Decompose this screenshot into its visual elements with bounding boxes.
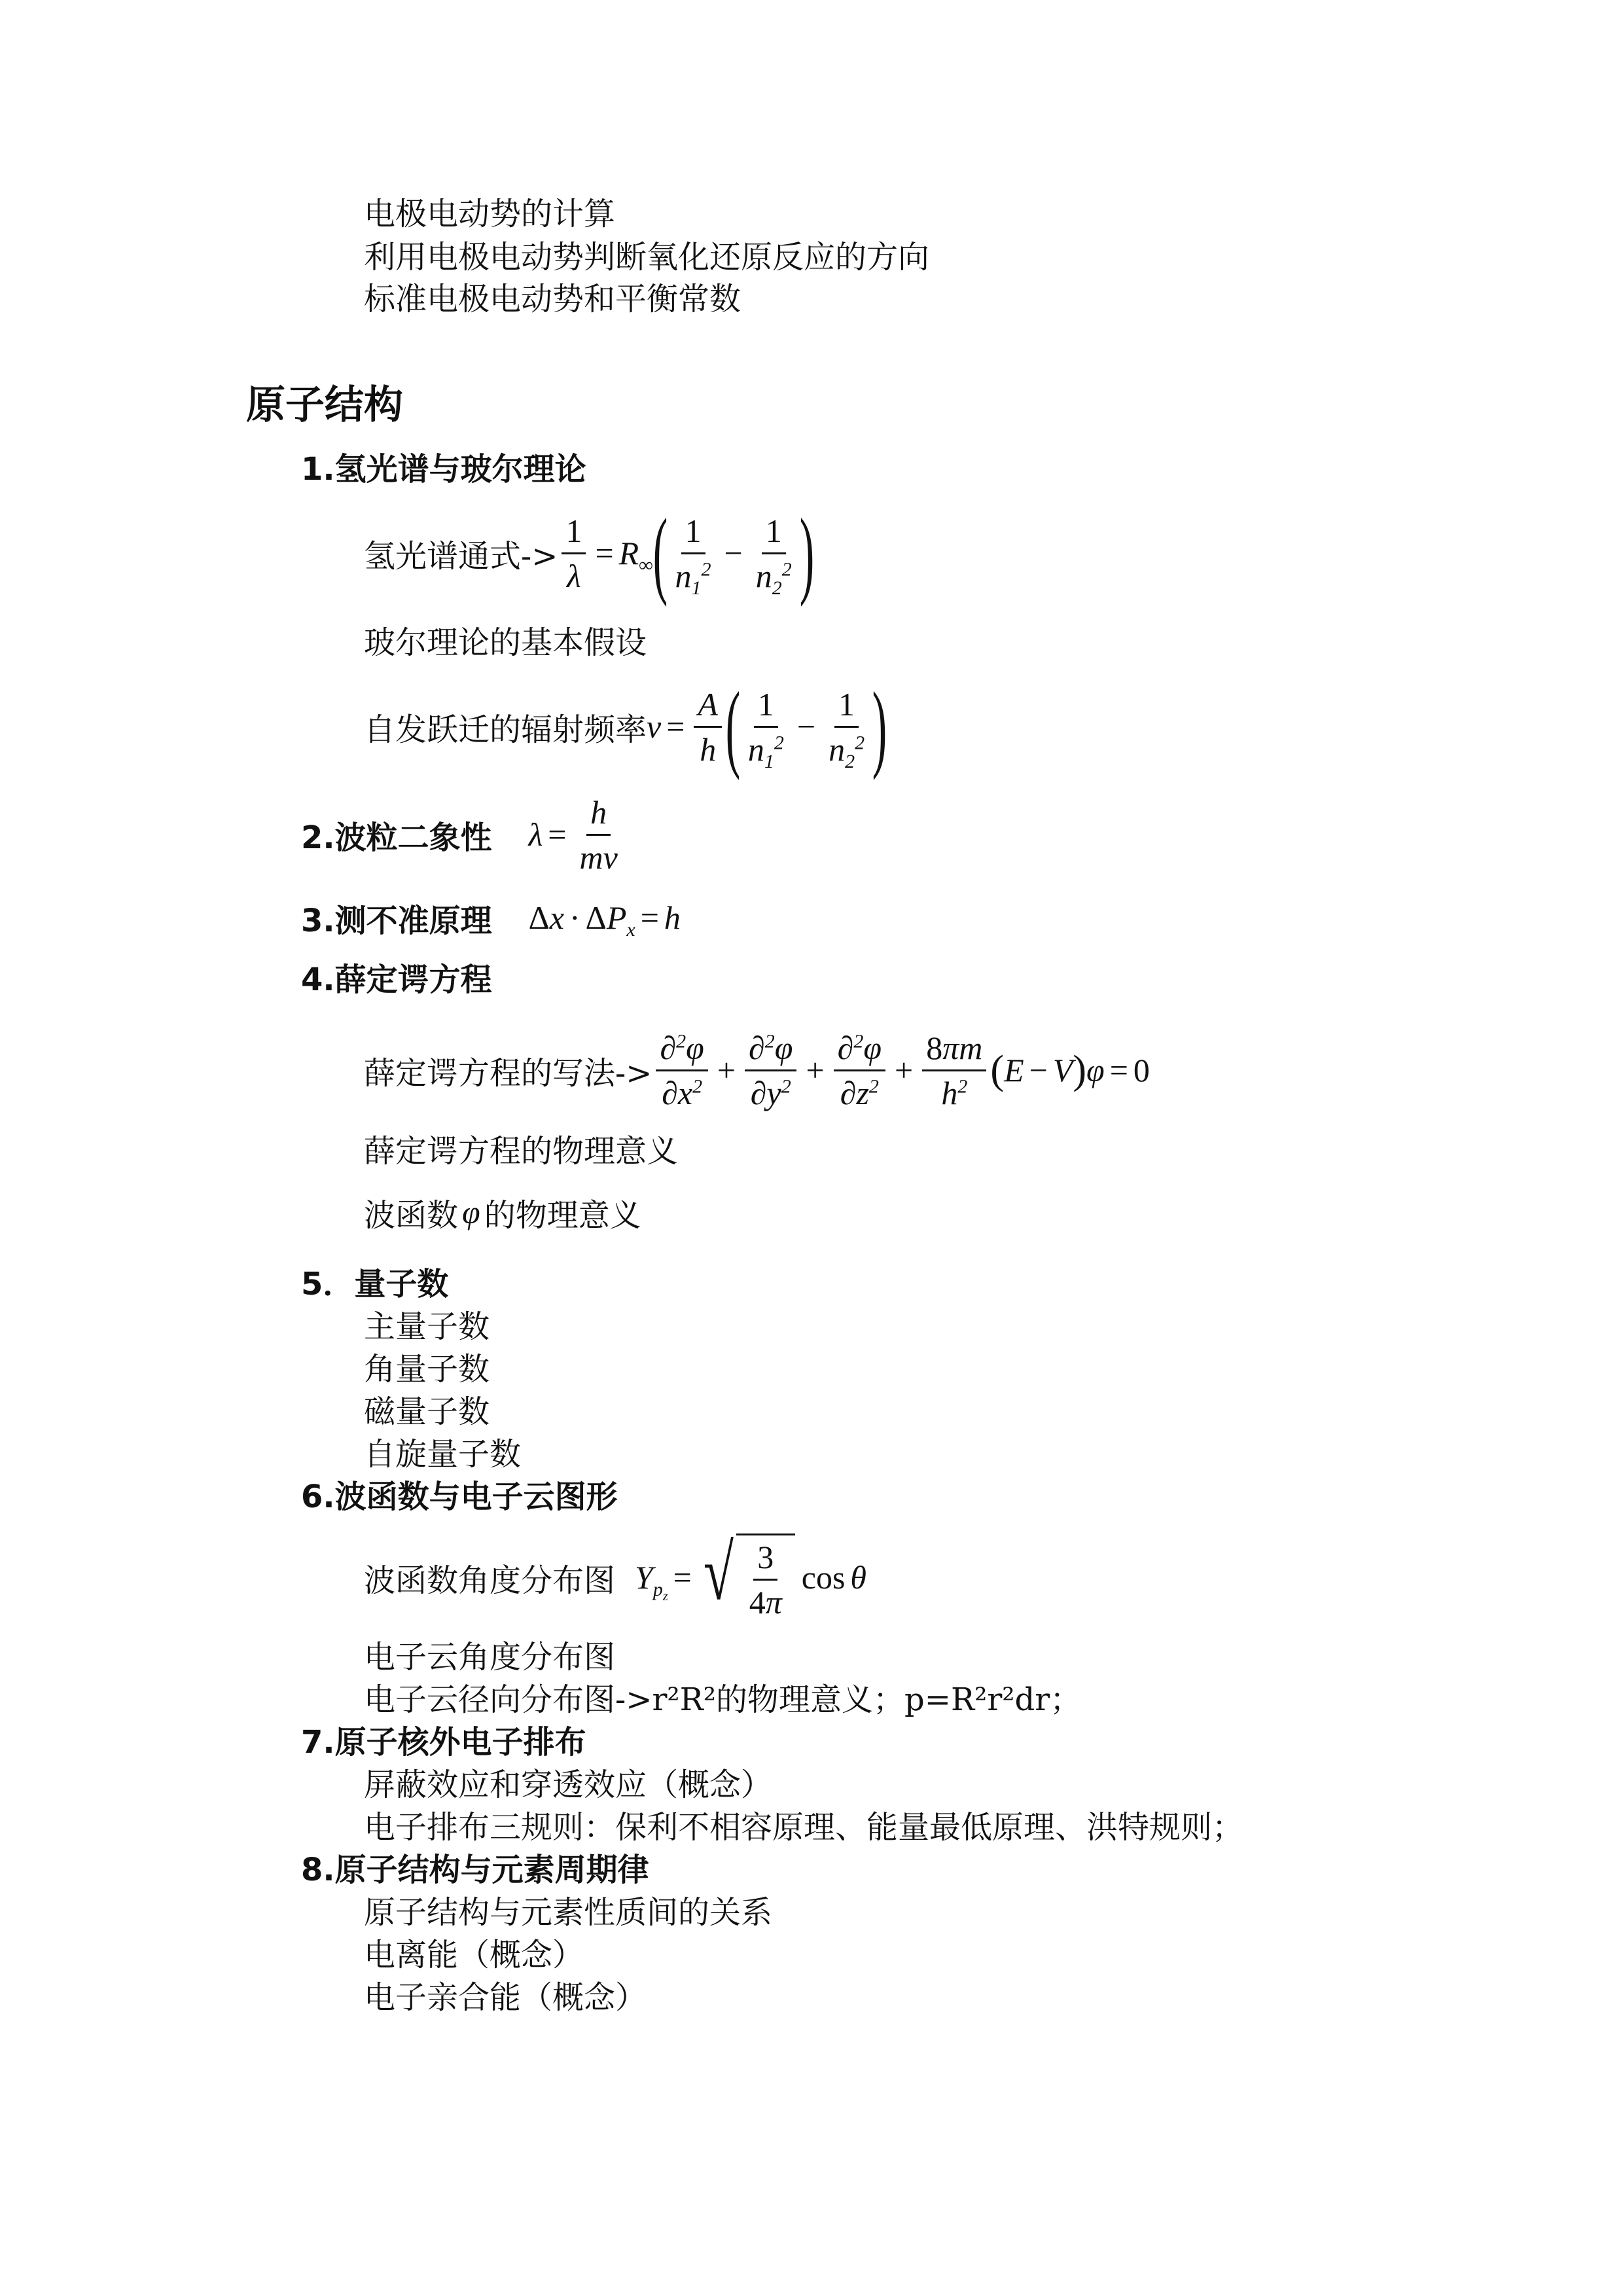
- uncertainty-formula: Δ x · Δ $P_x$ = h: [528, 899, 681, 941]
- text-line: 电子云径向分布图->r²R²的物理意义；p=R²r²dr；: [364, 1681, 1082, 1718]
- de-broglie-formula: λ = $\frac{h}{mv}$: [528, 793, 618, 876]
- list-item: 角量子数: [364, 1351, 490, 1388]
- list-item: 电子亲合能（概念）: [364, 1979, 647, 2016]
- subsection-title: 2.波粒二象性: [301, 819, 492, 856]
- subsection-title: 4.薛定谔方程: [301, 961, 492, 998]
- formula-label: 波函数角度分布图: [364, 1562, 616, 1599]
- angular-formula: $Y_{p_z}$ = √ $\frac{3}{4\pi}$ cos θ: [635, 1529, 866, 1621]
- list-item: 主量子数: [364, 1308, 490, 1345]
- schrodinger-formula: $\frac{\partial^2\varphi}{\partial x^2}$ + $\frac{\partial^2\varphi}{\partial y^2}$ + $\frac{\partial^2\varphi}{\partial z^2}$ + $\frac{8\pi m}{h^2}$ ( E − V ) φ = 0: [652, 1029, 1149, 1112]
- list-item: 电子排布三规则：保利不相容原理、能量最低原理、洪特规则；: [364, 1809, 1244, 1846]
- subsection-title: 3.测不准原理: [301, 902, 492, 939]
- formula-label: 薛定谔方程的写法->: [364, 1054, 652, 1092]
- subsection-title: 8.原子结构与元素周期律: [301, 1852, 649, 1888]
- subsection-title: 6.波函数与电子云图形: [301, 1479, 618, 1515]
- rydberg-formula: $\frac{1}{\lambda}$ = $R_\infty$ ( $\frac{1}{n_1^2}$ − $\frac{1}{n_2^2}$ ): [558, 504, 813, 602]
- wave-particle-row: [301, 795, 626, 874]
- subsection-title: 7.原子核外电子排布: [301, 1724, 586, 1761]
- formula-label: 自发跃迁的辐射频率: [364, 711, 647, 748]
- text-line: 玻尔理论的基本假设: [364, 624, 647, 661]
- text-fragment: 波函数: [364, 1196, 459, 1234]
- formula-label: 氢光谱通式->: [364, 537, 558, 575]
- list-item: 屏蔽效应和穿透效应（概念）: [364, 1767, 773, 1803]
- list-item: 自旋量子数: [364, 1436, 522, 1473]
- text-line: 薛定谔方程的物理意义: [364, 1133, 679, 1170]
- uncertainty-row: [301, 898, 681, 941]
- subsection-title: 5．量子数: [301, 1266, 449, 1302]
- transition-frequency-formula: v = $\frac{A}{h}$ ( $\frac{1}{n_1^2}$ − $\frac{1}{n_2^2}$ ): [647, 672, 887, 781]
- hydrogen-spectrum-formula-row: [364, 499, 814, 607]
- schrodinger-formula-row: [364, 1024, 1150, 1116]
- text-line: 电子云角度分布图: [364, 1639, 616, 1676]
- list-item: 电离能（概念）: [364, 1937, 584, 1973]
- wavefunction-meaning-row: [364, 1193, 641, 1232]
- list-item: 原子结构与元素性质间的关系: [364, 1894, 773, 1931]
- phi-symbol: φ: [462, 1194, 480, 1230]
- text-fragment: 的物理意义: [484, 1196, 641, 1234]
- section-title: 原子结构: [246, 382, 403, 428]
- angular-distribution-row: [364, 1529, 866, 1623]
- subsection-title: 1.氢光谱与玻尔理论: [301, 451, 586, 488]
- text-line: 利用电极电动势判断氧化还原反应的方向: [364, 239, 930, 276]
- transition-frequency-row: [364, 672, 887, 781]
- text-line: 标准电极电动势和平衡常数: [364, 281, 741, 317]
- text-line: 电极电动势的计算: [364, 196, 616, 232]
- list-item: 磁量子数: [364, 1393, 490, 1430]
